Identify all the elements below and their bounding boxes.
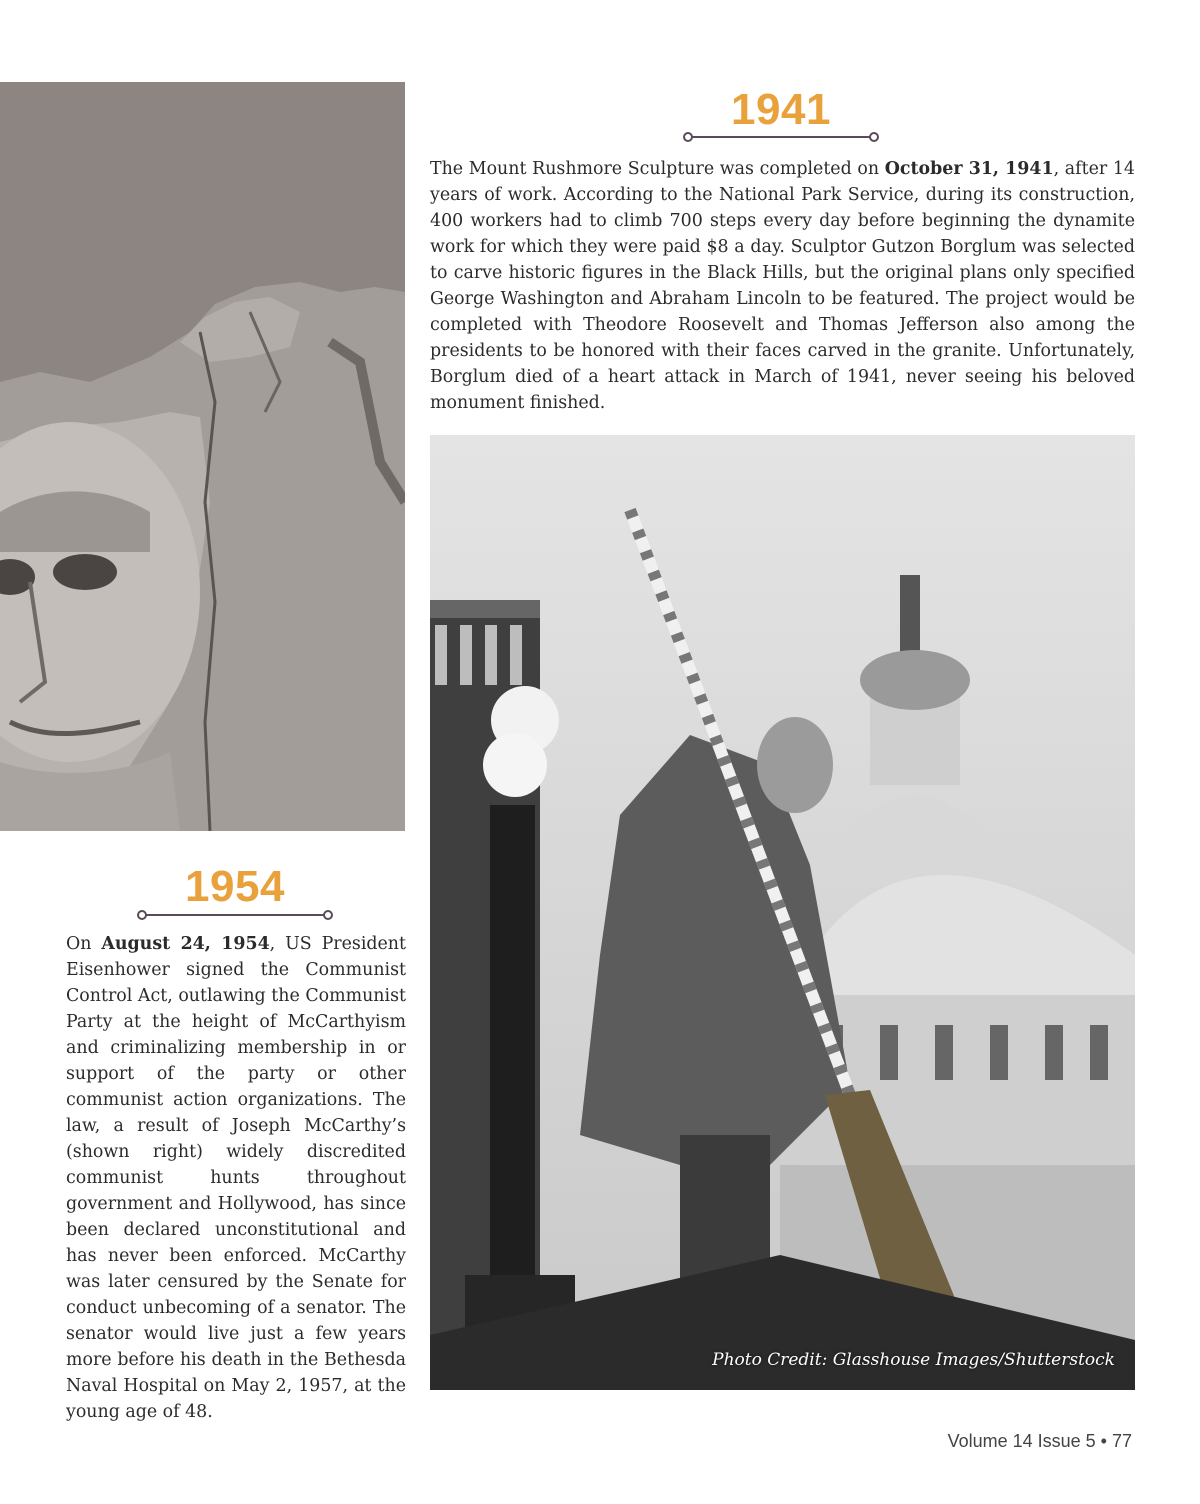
highlight-date: October 31, 1941	[884, 159, 1054, 179]
year-heading-1941: 1941	[731, 85, 831, 134]
highlight-date: August 24, 1954	[101, 934, 270, 954]
mccarthy-capitol-photo	[430, 435, 1135, 1390]
body-text: , after 14 years of work. According to the National Park Service, during its construction, 400 workers had to climb 700 steps every day before beginning the dynamite work for which they were paid $8 a day. Sculptor Gutzon Borglum was selected to carve historic figures in the Black Hills, but the original plans only specified George Washington and Abraham Lincoln to be featured. The project would be completed with Theodore Roosevelt and Thomas Jefferson also among the presidents to be honored with their faces carved in the granite. Unfortunately, Borglum died of a heart attack in March of 1941, never seeing his beloved monument finished.	[430, 159, 1135, 413]
body-text: On	[66, 934, 102, 954]
photo-credit: Photo Credit: Glasshouse Images/Shutterstock	[712, 1350, 1115, 1370]
body-text: The Mount Rushmore Sculpture was completed on	[430, 159, 885, 179]
section-1941-body	[430, 156, 1135, 416]
mount-rushmore-photo	[0, 82, 405, 831]
page-footer: Volume 14 Issue 5 • 77	[947, 1431, 1132, 1451]
body-text: , US President Eisenhower signed the Communist Control Act, outlawing the Communist Party at the height of McCarthyism and criminalizing membership in or support of the party or other communist action organizations. The law, a result of Joseph McCarthy’s (shown right) widely discredited communist hunts throughout government and Hollywood, has since been declared unconstitutional and has never been enforced. McCarthy was later censured by the Senate for conduct unbecoming of a senator. The senator would live just a few years more before his death in the Bethesda Naval Hospital on May 2, 1957, at the young age of 48.	[66, 934, 406, 1422]
ornament-divider	[136, 909, 334, 921]
year-heading-1954: 1954	[185, 862, 285, 911]
section-1954-body	[66, 931, 406, 1425]
ornament-divider	[682, 131, 880, 143]
